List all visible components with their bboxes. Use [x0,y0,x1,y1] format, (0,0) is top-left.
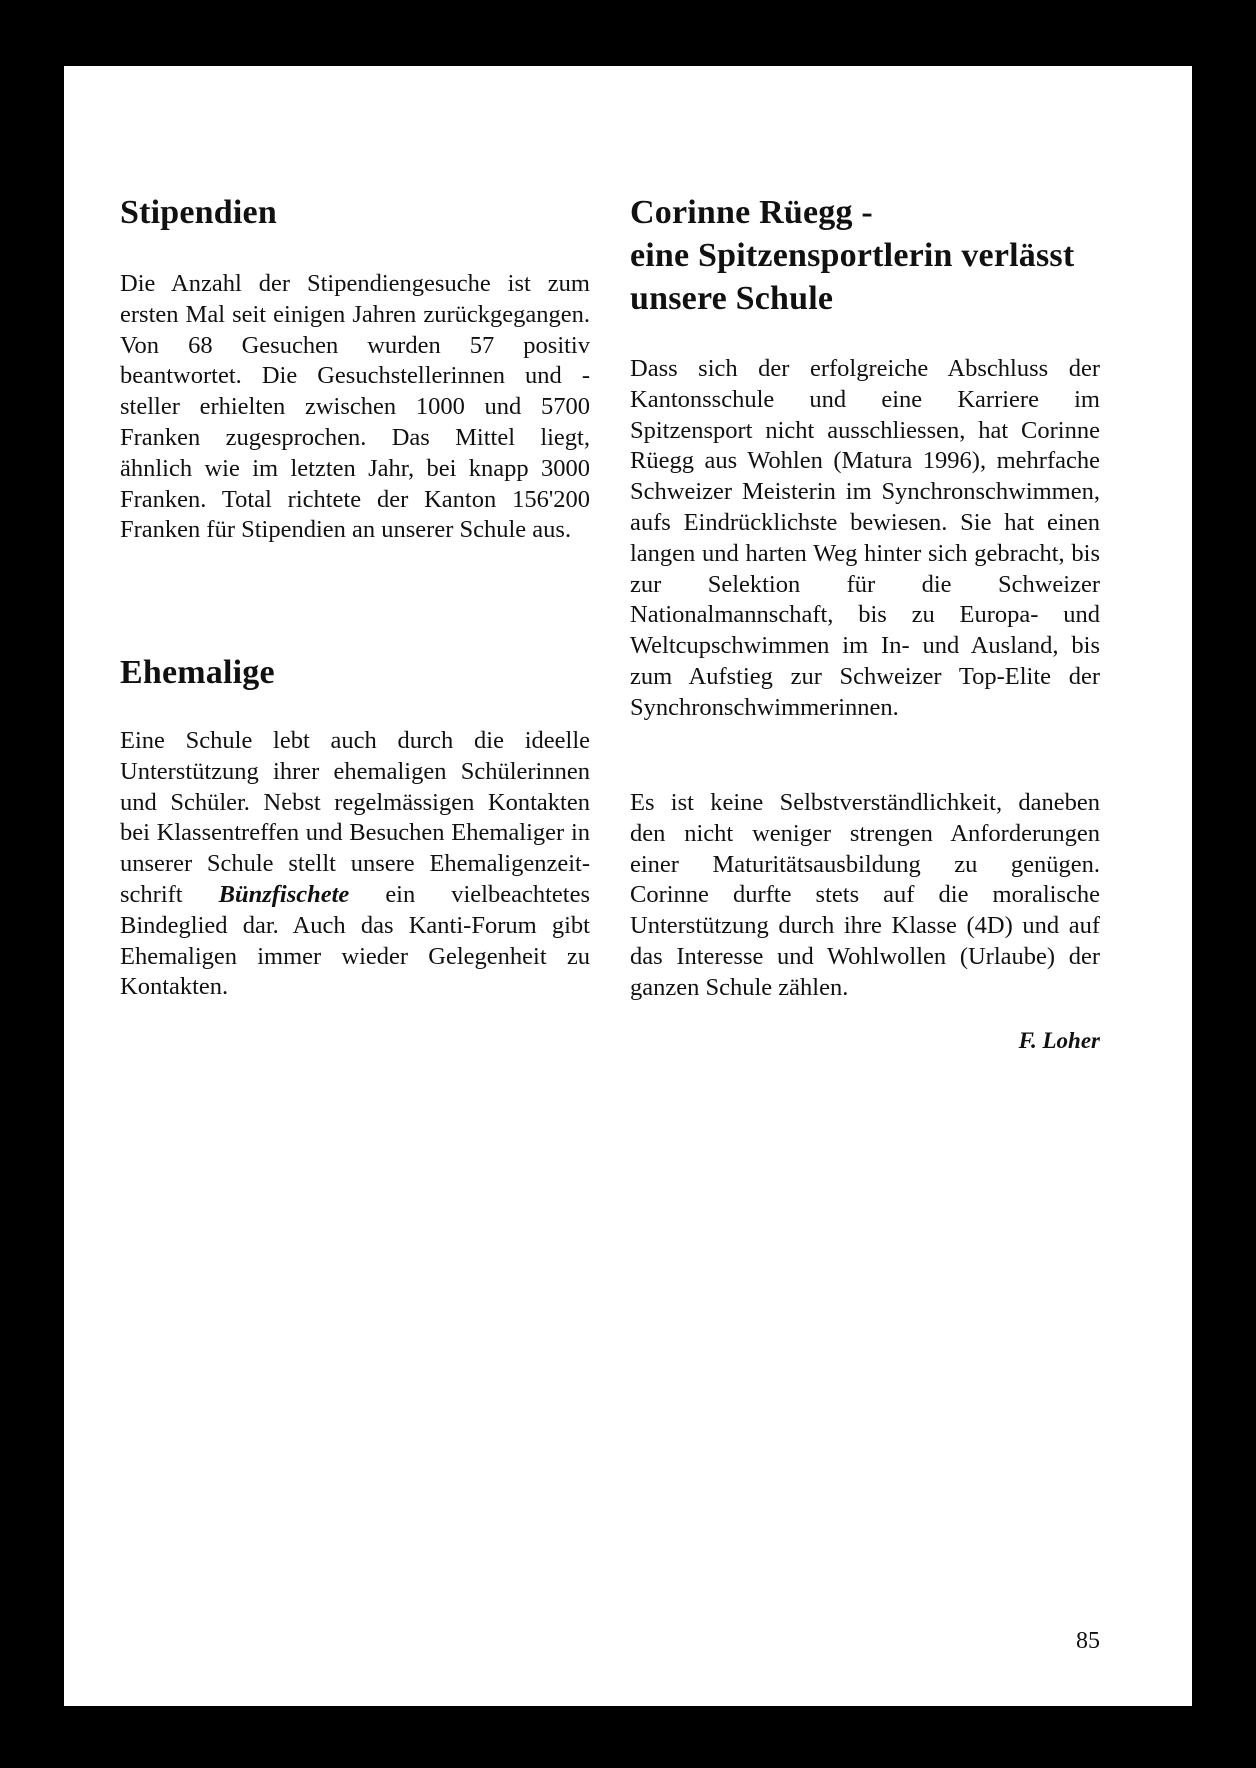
paragraph-corinne-2: Es ist keine Selbstverständlichkeit, daneben den nicht weniger strengen Anforderungen einer Maturitätsausbildung zu genügen. Corinne durfte stets auf die moralische Unterstützung durch ihre Klasse (4D) und auf das Interesse und Wohlwollen (Urlaube) der ganzen Schule zählen. [630,789,1100,1001]
journal-title: Bünzfischete [218,880,350,908]
author-signature: F. Loher [1018,1028,1100,1053]
heading-stipendien: Stipendien [120,194,277,231]
document-page [64,66,1192,1706]
heading-corinne-line2: eine Spitzensportlerin verlässt unsere Schule [630,237,1075,317]
paragraph-ehemalige-part2: ein vielbeachtetes Bindeglied dar. Auch das Kanti-Forum gibt Ehemaligen immer wieder Gelegenheit zu Kontakten. [120,880,591,1001]
heading-ehemalige: Ehemalige [120,654,275,691]
paragraph-ehemalige-part1: Eine Schule lebt auch durch die ideelle Unterstützung ihrer ehemaligen Schülerinnen und Schüler. Nebst regelmässigen Kontakten bei Klassentreffen und Besuchen Ehemaliger in unserer Schule stellt unsere Ehemaligenzeitschrift [120,727,590,908]
paragraph-stipendien: Die Anzahl der Stipendiengesuche ist zum ersten Mal seit einigen Jahren zurückgegangen. Von 68 Gesuchen wurden 57 positiv beantwortet. Die Gesuchstellerinnen und -steller erhielten zwischen 1000 und 5700 Franken zugesprochen. Das Mittel liegt, ähnlich wie im letzten Jahr, bei knapp 3000 Franken. Total richtete der Kanton 156'200 Franken für Stipendien an unserer Schule aus. [120,270,590,544]
page-number: 85 [1076,1628,1100,1654]
paragraph-corinne-1: Dass sich der erfolgreiche Abschluss der Kantonsschule und eine Karriere im Spitzensport nicht ausschliessen, hat Corinne Rüegg aus Wohlen (Matura 1996), mehrfache Schweizer Meisterin im Synchronschwimmen, aufs Eindrücklichste bewiesen. Sie hat einen langen und harten Weg hinter sich gebracht, bis zur Selektion für die Schweizer Nationalmannschaft, bis zu Europa- und Weltcupschwimmen im In- und Ausland, bis zum Aufstieg zur Schweizer Top-Elite der Synchronschwimmerinnen. [630,355,1100,721]
heading-corinne-line1: Corinne Rüegg - [630,194,873,231]
paragraph-ehemalige [120,726,590,1003]
heading-corinne-ruegg [630,191,1110,320]
